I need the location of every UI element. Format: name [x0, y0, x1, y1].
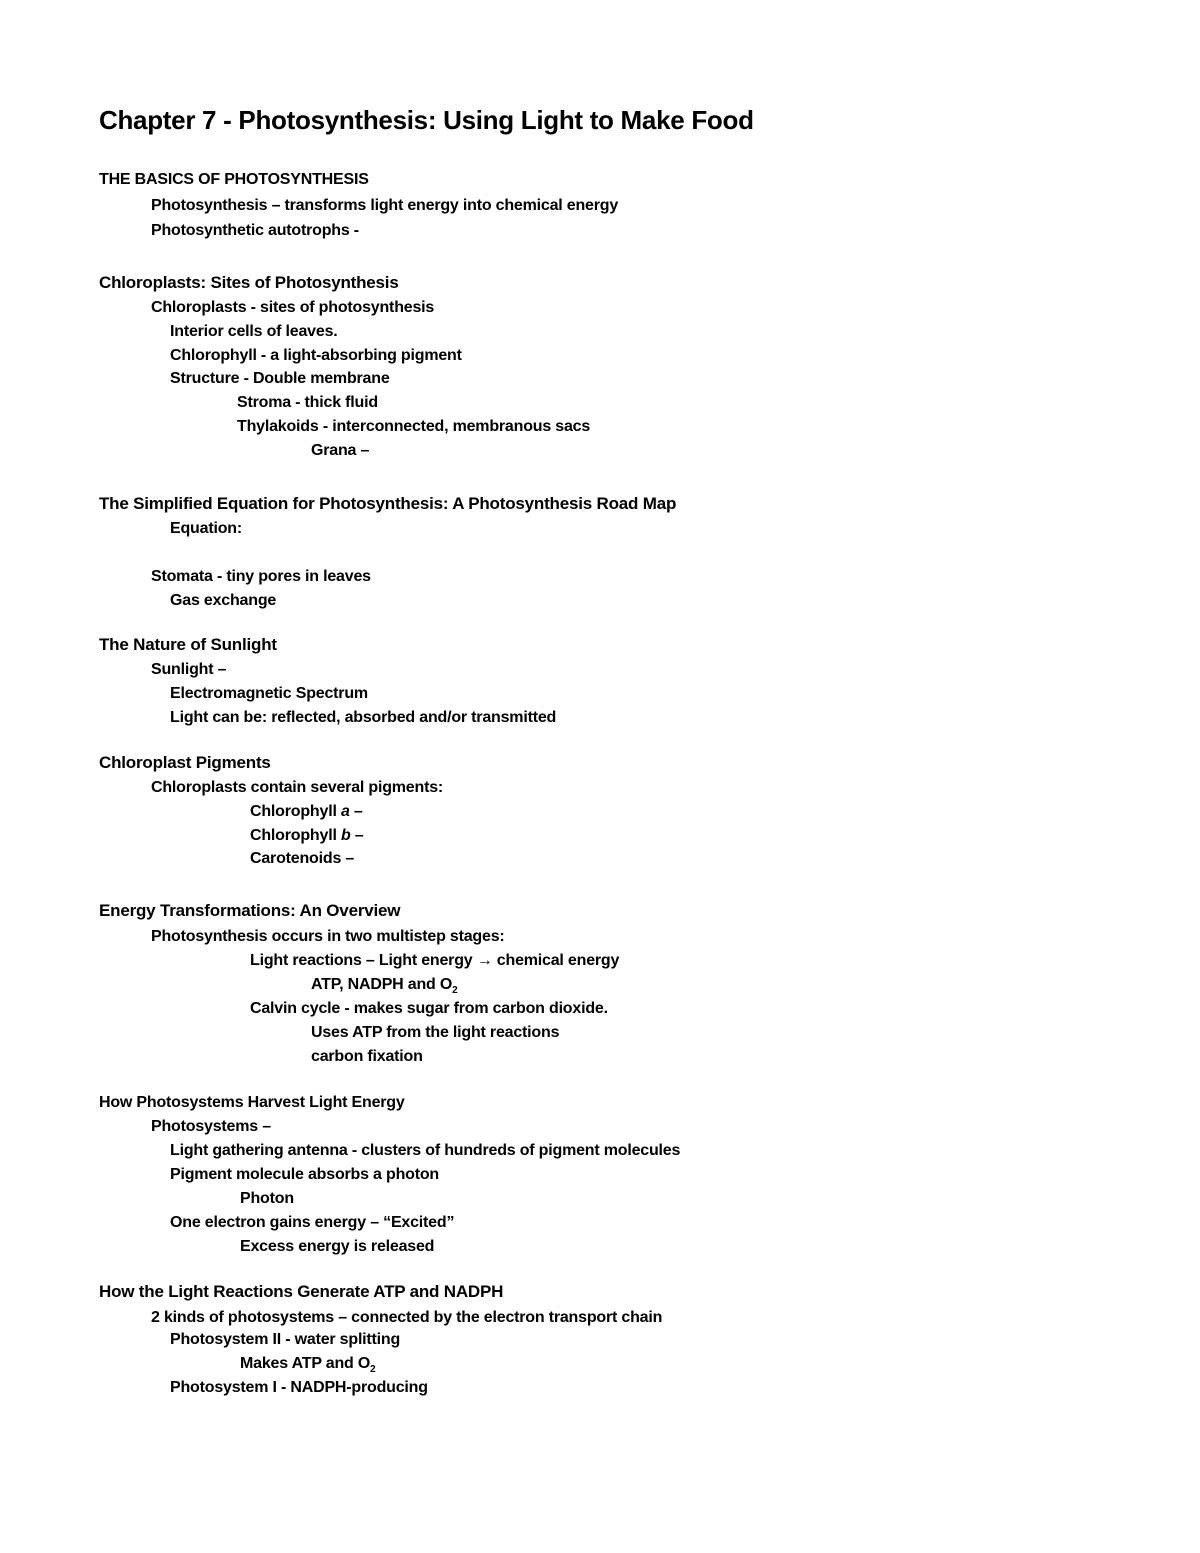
- page-title: Chapter 7 - Photosynthesis: Using Light to Make Food: [99, 105, 754, 135]
- basics-line-2: Photosynthetic autotrophs -: [151, 222, 359, 239]
- section-heading-harvest: How Photosystems Harvest Light Energy: [99, 1094, 405, 1111]
- section-heading-pigments: Chloroplast Pigments: [99, 753, 271, 772]
- chloroplasts-line-4: Structure - Double membrane: [170, 370, 390, 387]
- harvest-line-6: Excess energy is released: [240, 1238, 435, 1255]
- sunlight-line-3: Light can be: reflected, absorbed and/or transmitted: [170, 709, 557, 726]
- harvest-line-5: One electron gains energy – “Excited”: [170, 1214, 455, 1231]
- sunlight-line-1: Sunlight –: [151, 661, 227, 678]
- basics-line-1: Photosynthesis – transforms light energy into chemical energy: [151, 197, 619, 214]
- section-heading-equation: The Simplified Equation for Photosynthesis: A Photosynthesis Road Map: [99, 494, 677, 513]
- chloroplasts-line-5: Stroma - thick fluid: [237, 394, 378, 411]
- section-heading-sunlight: The Nature of Sunlight: [99, 635, 277, 654]
- chloroplasts-line-2: Interior cells of leaves.: [170, 323, 338, 340]
- pigments-line-chlorophyll-a: Chlorophyll a –: [250, 803, 363, 820]
- harvest-line-2: Light gathering antenna - clusters of hundreds of pigment molecules: [170, 1142, 681, 1159]
- atp-line-2: Photosystem II - water splitting: [170, 1331, 401, 1348]
- section-heading-basics: THE BASICS OF PHOTOSYNTHESIS: [99, 171, 369, 188]
- equation-line-2: Stomata - tiny pores in leaves: [151, 568, 371, 585]
- harvest-line-4: Photon: [240, 1190, 294, 1207]
- energy-line-6: carbon fixation: [311, 1048, 423, 1065]
- harvest-line-1: Photosystems –: [151, 1118, 271, 1135]
- harvest-line-3: Pigment molecule absorbs a photon: [170, 1166, 439, 1183]
- atp-line-3: Makes ATP and $O_2$: [240, 1355, 376, 1376]
- equation-line-1: Equation:: [170, 520, 242, 537]
- chloroplasts-line-7: Grana –: [311, 442, 370, 459]
- pigments-line-chlorophyll-b: Chlorophyll b –: [250, 827, 364, 844]
- arrow-right-icon: →: [476, 952, 493, 969]
- atp-line-4: Photosystem I - NADPH-producing: [170, 1379, 428, 1396]
- atp-line-1: 2 kinds of photosystems – connected by the electron transport chain: [151, 1309, 663, 1326]
- pigments-line-1: Chloroplasts contain several pigments:: [151, 779, 444, 796]
- energy-line-3: ATP, NADPH and $O_2$: [311, 976, 458, 997]
- section-heading-energy: Energy Transformations: An Overview: [99, 901, 401, 920]
- section-heading-atp: How the Light Reactions Generate ATP and NADPH: [99, 1282, 504, 1301]
- equation-line-3: Gas exchange: [170, 592, 277, 609]
- chloroplasts-line-3: Chlorophyll - a light-absorbing pigment: [170, 347, 462, 364]
- energy-line-4: Calvin cycle - makes sugar from carbon dioxide.: [250, 1000, 608, 1017]
- energy-line-2: Light reactions – Light energy → chemical energy: [250, 952, 620, 969]
- chloroplasts-line-6: Thylakoids - interconnected, membranous sacs: [237, 418, 591, 435]
- pigments-line-carotenoids: Carotenoids –: [250, 850, 355, 867]
- sunlight-line-2: Electromagnetic Spectrum: [170, 685, 368, 702]
- energy-line-1: Photosynthesis occurs in two multistep stages:: [151, 928, 505, 945]
- section-heading-chloroplasts: Chloroplasts: Sites of Photosynthesis: [99, 273, 399, 292]
- chloroplasts-line-1: Chloroplasts - sites of photosynthesis: [151, 299, 435, 316]
- energy-line-5: Uses ATP from the light reactions: [311, 1024, 560, 1041]
